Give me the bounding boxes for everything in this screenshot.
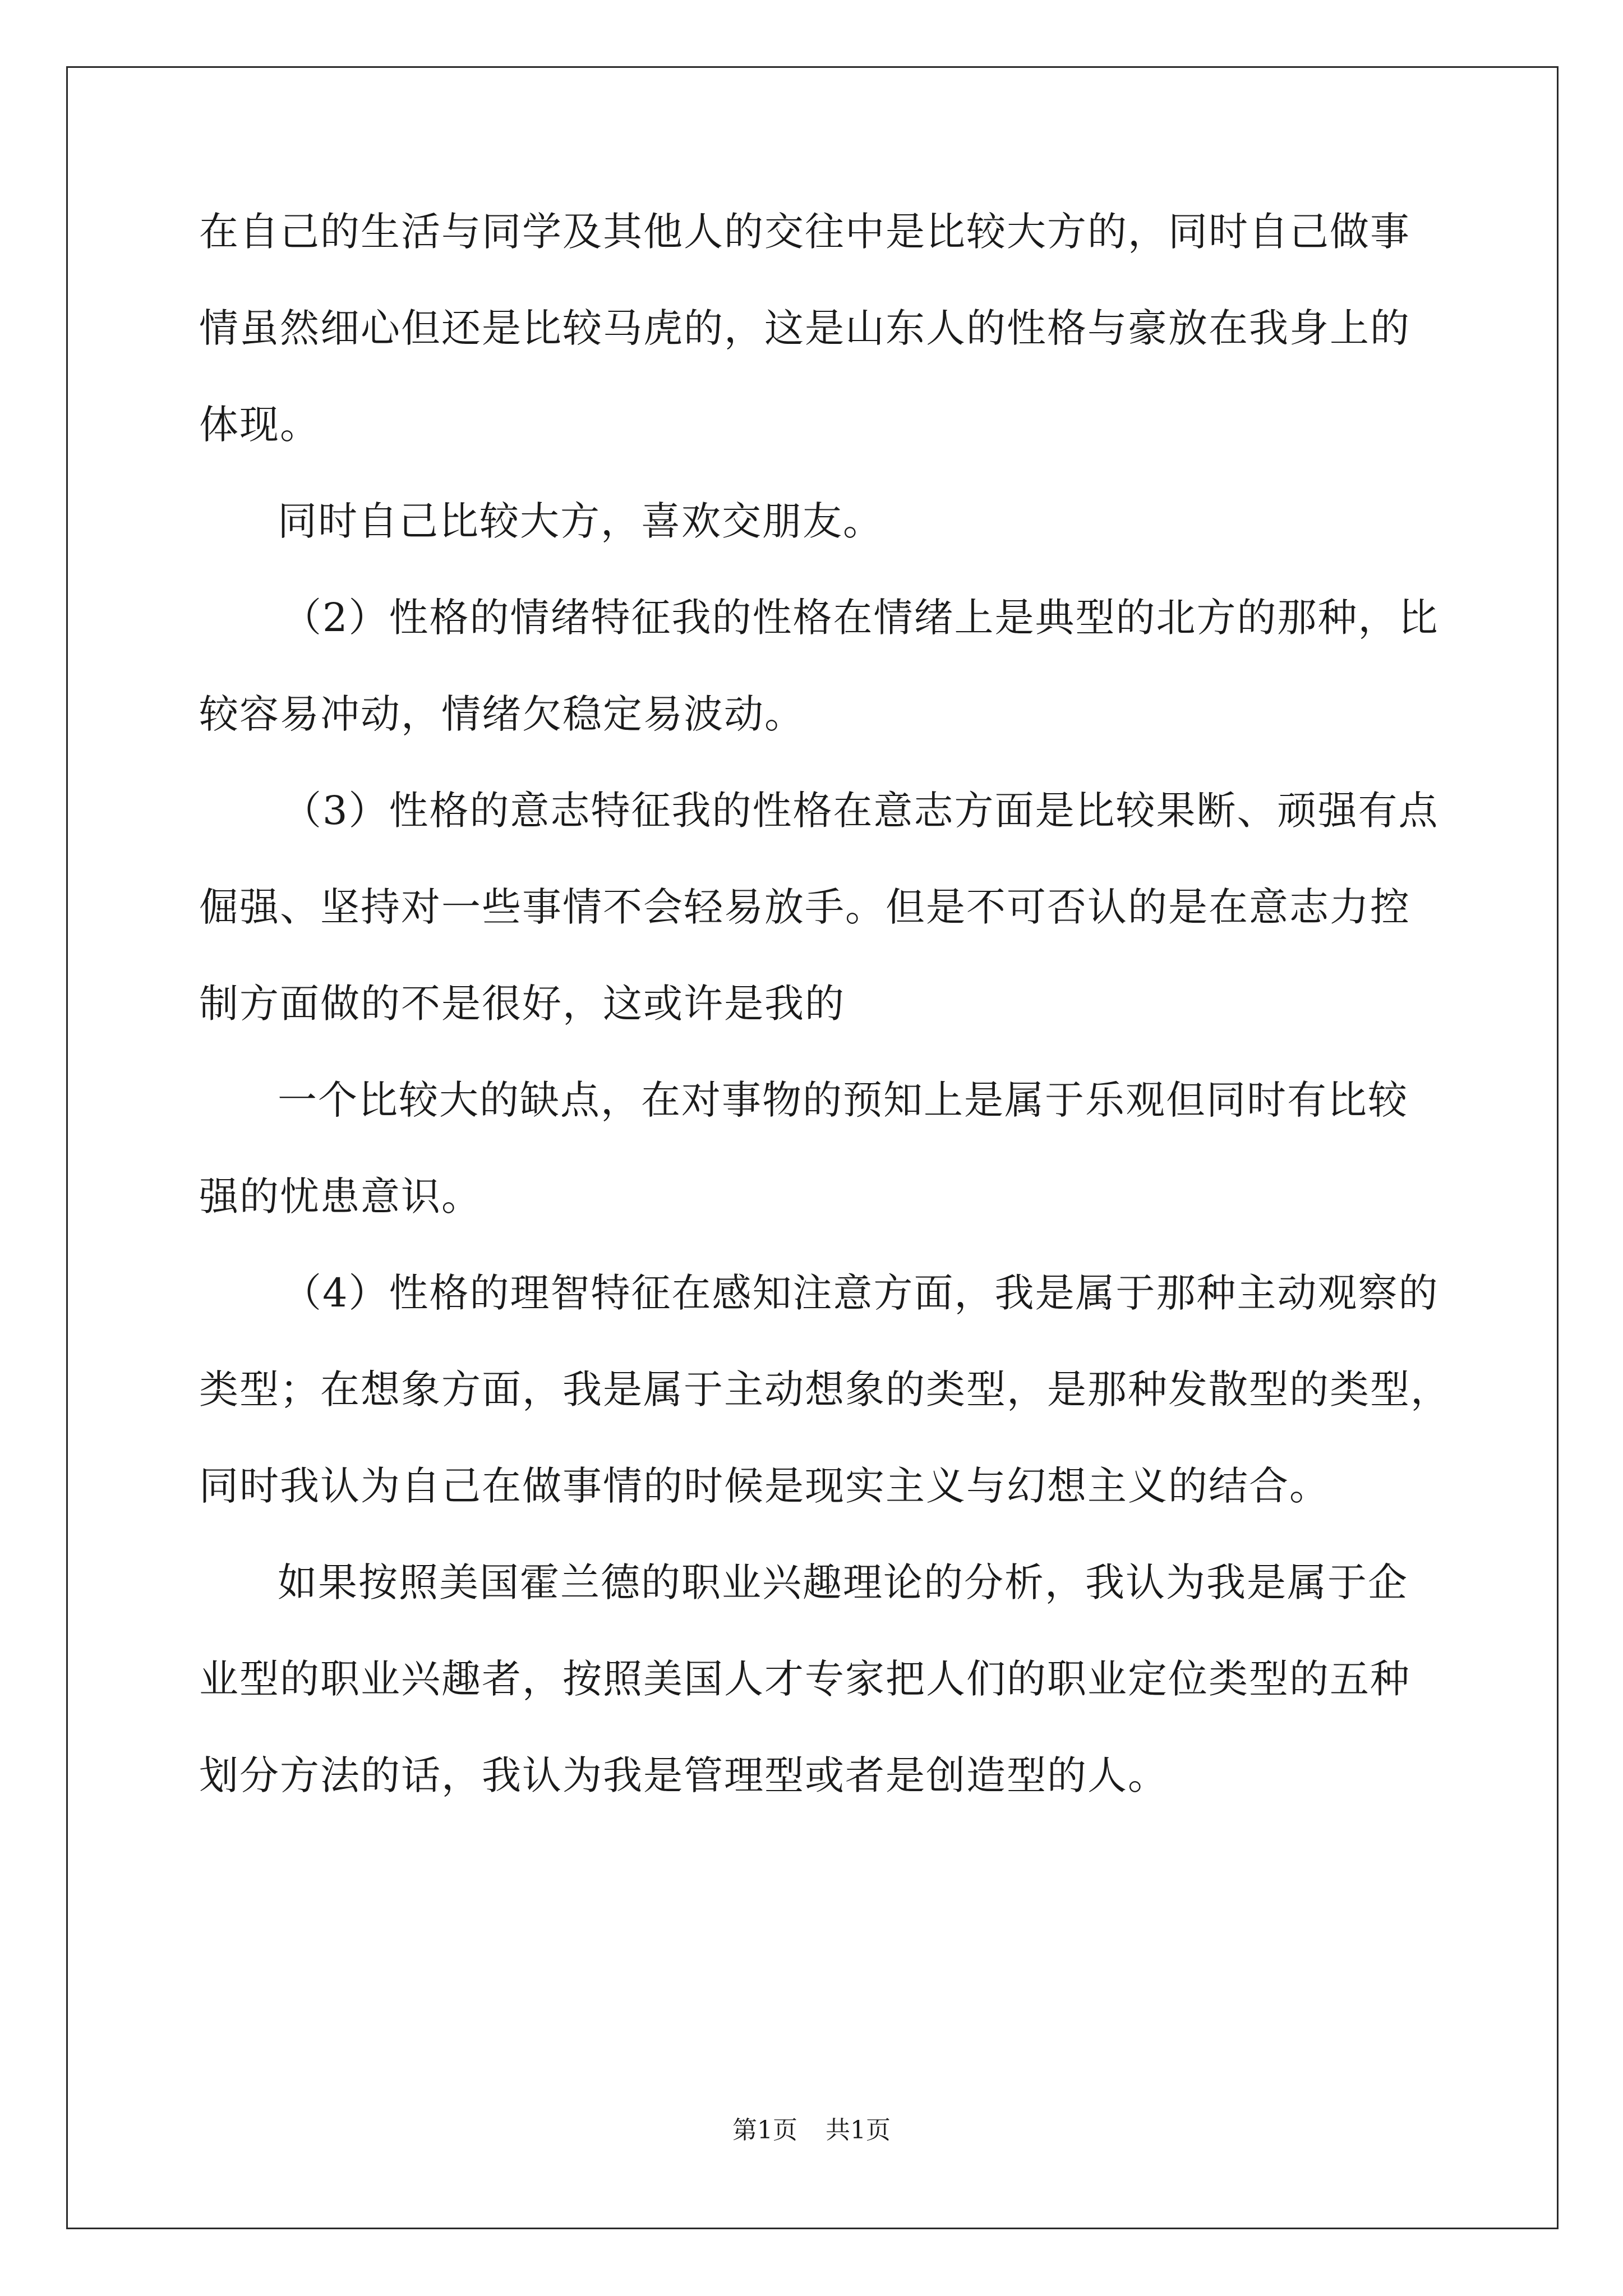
text-line: 一个比较大的缺点，在对事物的预知上是属于乐观但同时有比较 — [278, 1077, 1408, 1123]
text-line: （2）性格的情绪特征我的性格在情绪上是典型的北方的那种，比 — [282, 595, 1439, 641]
text-line: 业型的职业兴趣者，按照美国人才专家把人们的职业定位类型的五种 — [199, 1656, 1410, 1702]
text-line: 体现。 — [199, 402, 320, 448]
page-border — [66, 66, 1559, 2229]
page-footer — [0, 2115, 1623, 2146]
text-line: 较容易冲动，情绪欠稳定易波动。 — [199, 691, 805, 737]
text-line: （4）性格的理智特征在感知注意方面，我是属于那种主动观察的 — [282, 1270, 1439, 1316]
text-line: 在自己的生活与同学及其他人的交往中是比较大方的，同时自己做事 — [199, 209, 1410, 255]
text-line: 制方面做的不是很好，这或许是我的 — [199, 981, 845, 1027]
text-line: 类型；在想象方面，我是属于主动想象的类型，是那种发散型的类型， — [199, 1366, 1451, 1412]
text-line: 强的忧患意识。 — [199, 1174, 482, 1220]
text-line: 同时我认为自己在做事情的时候是现实主义与幻想主义的结合。 — [199, 1463, 1330, 1509]
text-line: 同时自己比较大方，喜欢交朋友。 — [278, 498, 883, 544]
text-line: 倔强、坚持对一些事情不会轻易放手。但是不可否认的是在意志力控 — [199, 884, 1410, 930]
page-number: 第1页 — [732, 2116, 797, 2145]
text-line: 情虽然细心但还是比较马虎的，这是山东人的性格与豪放在我身上的 — [199, 305, 1410, 351]
text-line: 划分方法的话，我认为我是管理型或者是创造型的人。 — [199, 1752, 1168, 1798]
text-line: 如果按照美国霍兰德的职业兴趣理论的分析，我认为我是属于企 — [278, 1559, 1408, 1605]
page-total: 共1页 — [826, 2116, 891, 2145]
text-line: （3）性格的意志特征我的性格在意志方面是比较果断、顽强有点 — [282, 788, 1439, 834]
